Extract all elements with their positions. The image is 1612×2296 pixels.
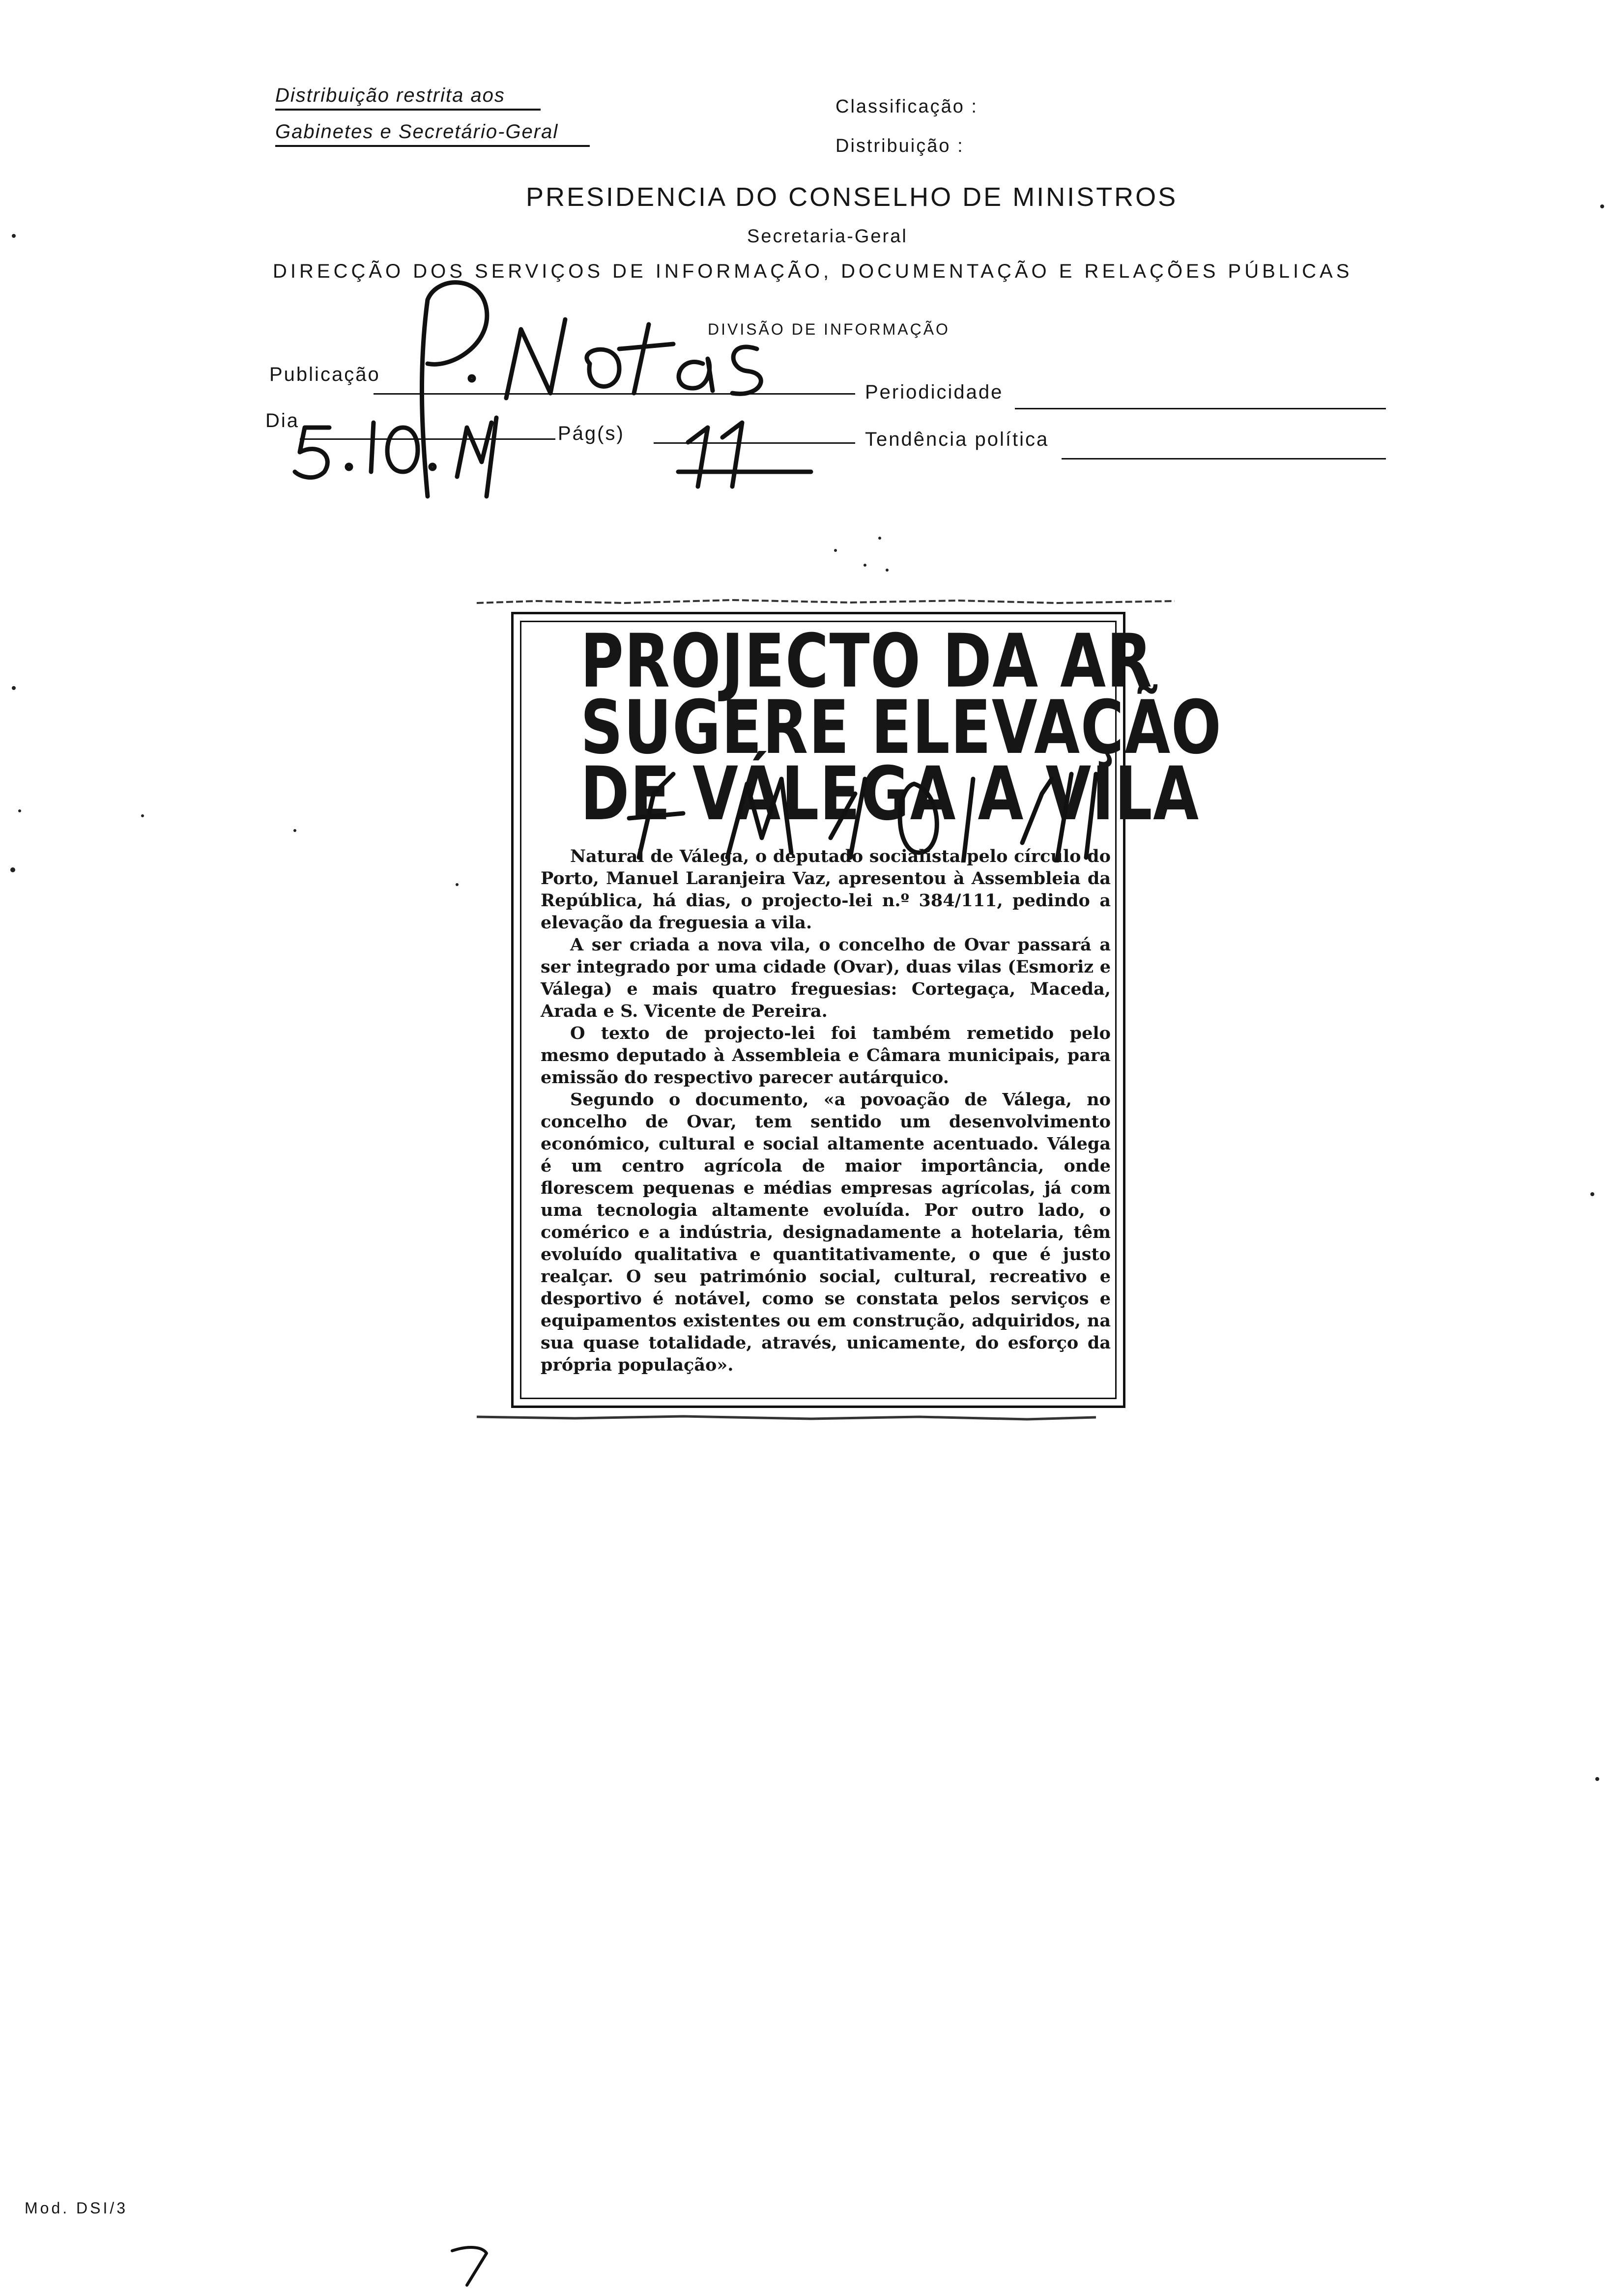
handwritten-page-mark: [442, 2241, 501, 2290]
publicacao-label: Publicação: [269, 364, 380, 385]
ministry-title: PRESIDENCIA DO CONSELHO DE MINISTROS: [526, 182, 1178, 212]
headline-line-2: SUGERE ELEVAÇÃO: [580, 685, 1222, 771]
paragraph-4: Segundo o documento, «a povoação de Válega, no concelho de Ovar, tem sentido um desenvolvimento económico, cultural e social altamente acentuado. Válega é um centro agrícola de maior importância, onde florescem pequenas e médias empresas agrícolas, já com uma tecnologia altamente evoluída. Por outro lado, o comérico e a indústria, designadamente a hotelaria, têm evoluído qualitativa e quantitativamente, o que é justo realçar. O seu património social, cultural, recreativo e desportivo é notável, como se constata pelos serviços e equipamentos existentes ou em construção, adquiridos, na sua quase totalidade, através, unicamente, do esforço da própria população».: [541, 1090, 1111, 1375]
dia-label: Dia: [265, 410, 300, 431]
clipping-top-edge: [477, 596, 1175, 608]
clipping-bottom-edge: [477, 1413, 1116, 1423]
paragraph-3: O texto de projecto-lei foi também remetido pelo mesmo deputado à Assembleia e Câmara municipais, para emissão do respectivo parecer autárquico.: [541, 1023, 1111, 1088]
headline-line-3: DE VÁLEGA A VILA: [580, 751, 1200, 837]
direccao-servicos: DIRECÇÃO DOS SERVIÇOS DE INFORMAÇÃO, DOCUMENTAÇÃO E RELAÇÕES PÚBLICAS: [273, 260, 1353, 282]
classificacao-label: Classificação :: [835, 96, 978, 117]
pags-label: Pág(s): [558, 423, 625, 444]
newspaper-clipping: [491, 602, 1222, 1428]
divisao-informacao: DIVISÃO DE INFORMAÇÃO: [708, 320, 950, 338]
tendencia-label: Tendência política: [865, 429, 1049, 450]
secretaria-geral: Secretaria-Geral: [747, 226, 908, 247]
restriction-line-2: Gabinetes e Secretário-Geral: [275, 121, 590, 147]
paragraph-1: Natural de Válega, o deputado socialista pelo círculo do Porto, Manuel Laranjeira Vaz, apresentou à Assembleia da República, há dias, o projecto-lei n.º 384/111, pedindo a elevação da freguesia a vila.: [541, 846, 1111, 933]
model-code: Mod. DSI/3: [25, 2199, 128, 2217]
restriction-line-1: Distribuição restrita aos: [275, 85, 541, 111]
paragraph-2: A ser criada a nova vila, o concelho de Ovar passará a ser integrado por uma cidade (Ovar), duas vilas (Esmoriz e Válega) e mais quatro freguesias: Cortegaça, Maceda, Arada e S. Vicente de Pereira.: [541, 935, 1111, 1021]
headline-line-1: PROJECTO DA AR: [580, 619, 1153, 704]
article-body: [541, 845, 1111, 1376]
periodicidade-label: Periodicidade: [865, 381, 1004, 403]
distribuicao-label: Distribuição :: [835, 136, 964, 156]
